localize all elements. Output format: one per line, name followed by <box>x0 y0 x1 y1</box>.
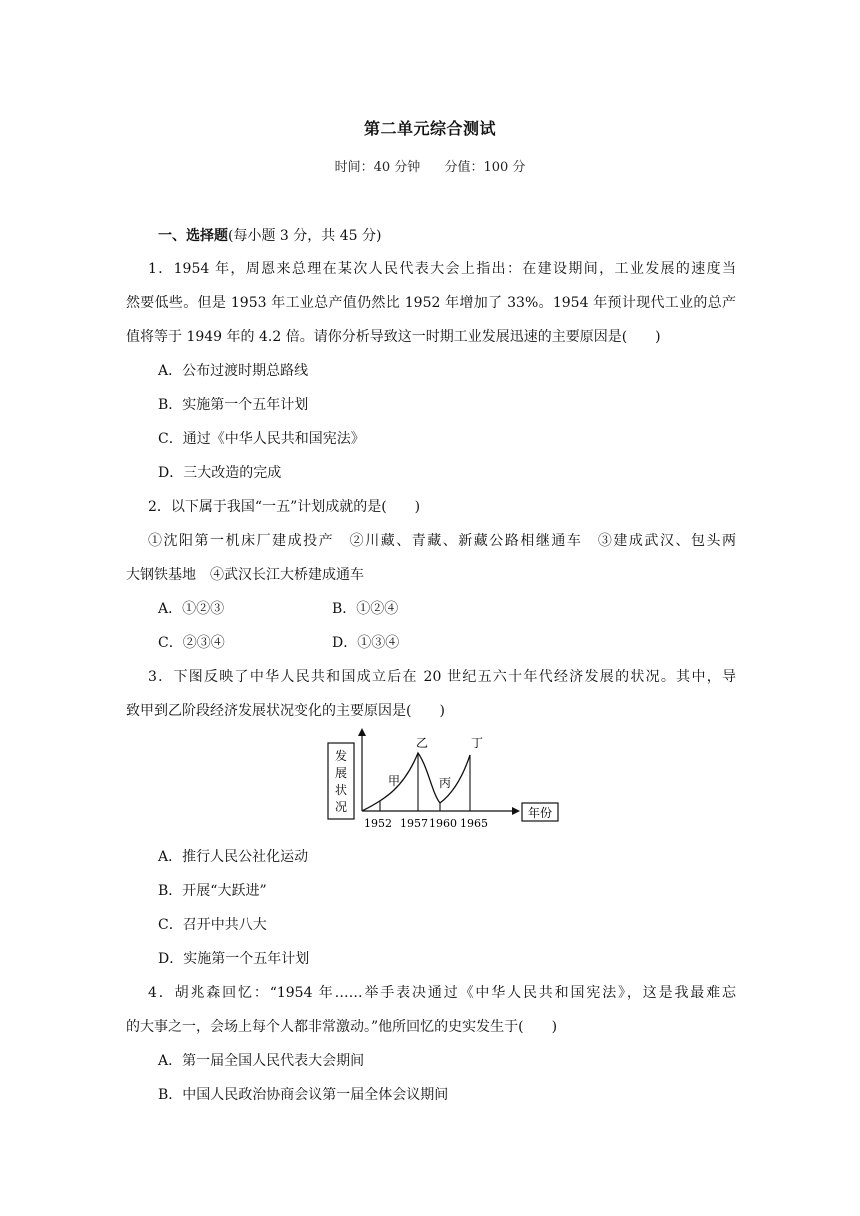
total-score: 分值：100 分 <box>444 160 526 175</box>
q3-option-d: D．实施第一个五年计划 <box>158 951 310 967</box>
stage-jia: 甲 <box>387 774 401 788</box>
q2-items-line-2: 大钢铁基地 ④武汉长江大桥建成通车 <box>126 567 364 583</box>
exam-meta <box>0 156 860 175</box>
stage-ding: 丁 <box>470 736 484 750</box>
q2-stem: 2．以下属于我国“一五”计划成就的是( ) <box>148 499 421 515</box>
time-limit: 时间：40 分钟 <box>334 160 421 175</box>
q2-option-b: B．①②④ <box>332 601 399 617</box>
ylabel-char-2: 展 <box>334 766 348 780</box>
q1-line-3: 值将等于 1949 年的 4.2 倍。请你分析导致这一时期工业发展迅速的主要原因是( ) <box>126 329 661 345</box>
stage-bing: 丙 <box>438 776 452 790</box>
q2-option-c: C．②③④ <box>158 635 225 651</box>
stage-yi: 乙 <box>415 736 429 750</box>
year-1960: 1960 <box>429 817 457 830</box>
q1-line-2: 然要低些。但是 1953 年工业总产值仍然比 1952 年增加了 33%。1954 年预计现代工业的总产 <box>126 295 736 311</box>
q1-option-d: D．三大改造的完成 <box>158 465 282 481</box>
economy-diagram <box>326 727 566 837</box>
ylabel-char-1: 发 <box>334 749 348 763</box>
q2-option-d: D．①③④ <box>332 635 400 651</box>
page-title: 第二单元综合测试 <box>363 119 496 138</box>
q3-option-b: B．开展“大跃进” <box>158 883 267 899</box>
y-axis-arrow <box>358 728 366 736</box>
section-title: 一、选择题 <box>158 228 228 244</box>
q2-option-a: A．①②③ <box>158 601 225 617</box>
year-1957: 1957 <box>400 817 428 830</box>
ylabel-char-4: 况 <box>334 800 348 814</box>
q4-option-a: A．第一届全国人民代表大会期间 <box>158 1053 365 1069</box>
xlabel: 年份 <box>527 806 553 820</box>
q1-option-b: B．实施第一个五年计划 <box>158 397 309 413</box>
q4-option-b: B．中国人民政治协商会议第一届全体会议期间 <box>158 1087 449 1103</box>
q1-option-a: A．公布过渡时期总路线 <box>158 363 309 379</box>
year-1965: 1965 <box>460 817 488 830</box>
q4-line-2: 的大事之一，会场上每个人都非常激动。”他所回忆的史实发生于( ) <box>126 1019 558 1035</box>
q1-option-c: C．通过《中华人民共和国宪法》 <box>158 431 365 447</box>
year-1952: 1952 <box>364 817 392 830</box>
q1-line-1: 1．1954 年，周恩来总理在某次人民代表大会上指出：在建设期间，工业发展的速度当 <box>148 261 736 277</box>
q3-option-a: A．推行人民公社化运动 <box>158 849 309 865</box>
ylabel-char-3: 状 <box>334 783 348 797</box>
q2-items-line-1: ①沈阳第一机床厂建成投产 ②川藏、青藏、新藏公路相继通车 ③建成武汉、包头两 <box>148 533 736 549</box>
x-axis-arrow <box>512 807 520 815</box>
section-note: (每小题 3 分，共 45 分) <box>228 228 382 244</box>
section-heading <box>158 225 381 245</box>
q3-line-2: 致甲到乙阶段经济发展状况变化的主要原因是( ) <box>126 703 445 719</box>
q4-line-1: 4．胡兆森回忆：“1954 年……举手表决通过《中华人民共和国宪法》，这是我最难忘 <box>148 985 736 1001</box>
q3-option-c: C．召开中共八大 <box>158 917 267 933</box>
development-curve <box>362 753 470 811</box>
q3-line-1: 3．下图反映了中华人民共和国成立后在 20 世纪五六十年代经济发展的状况。其中，导 <box>148 669 736 685</box>
